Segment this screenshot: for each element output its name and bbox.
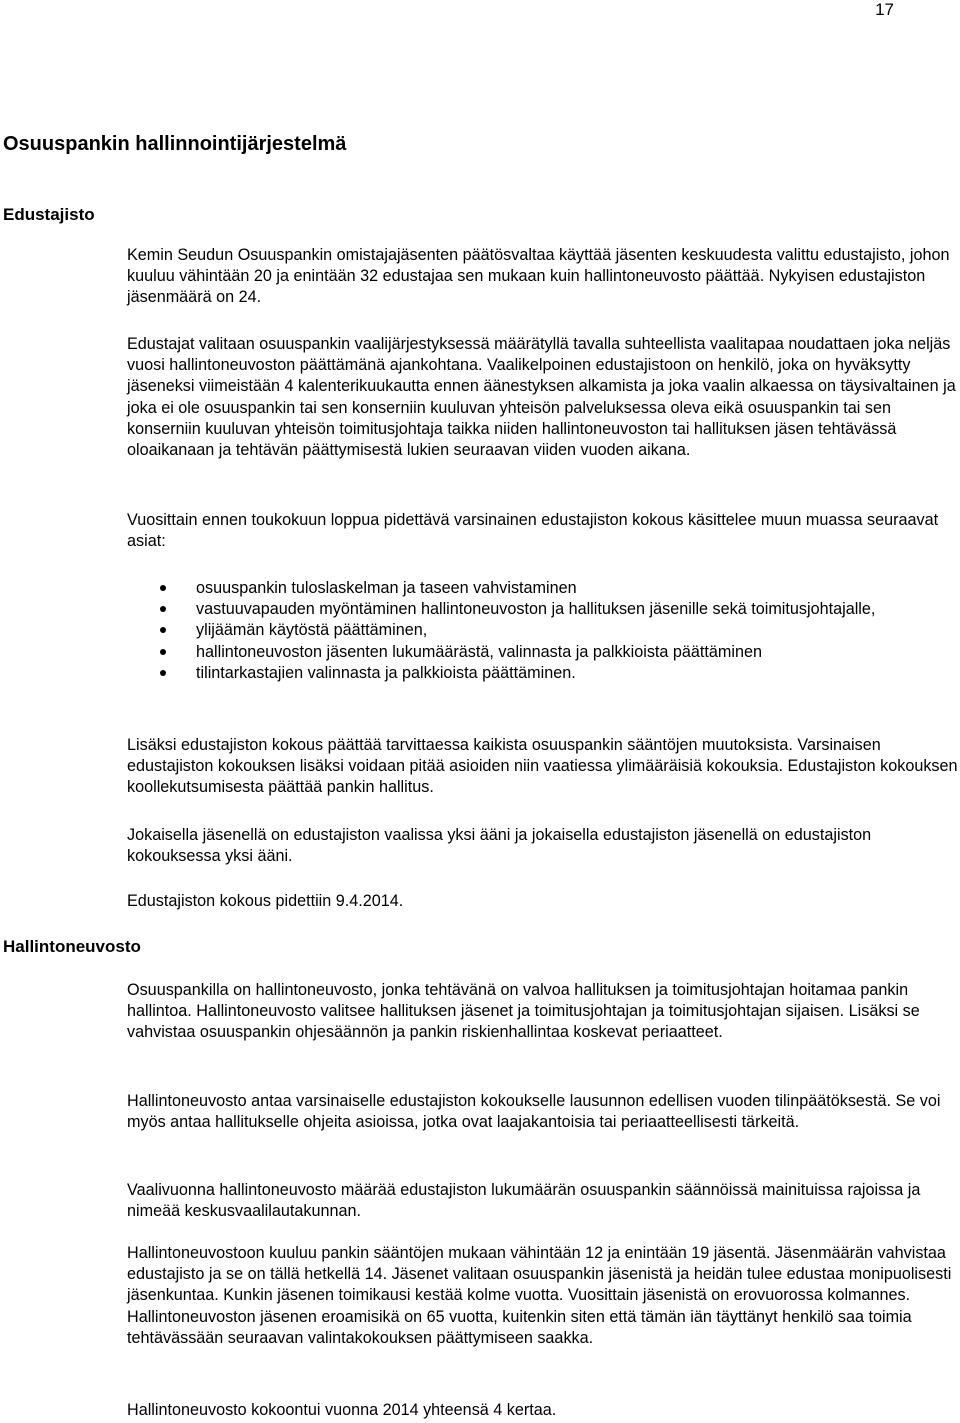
paragraph: Hallintoneuvosto kokoontui vuonna 2014 yhteensä 4 kertaa.	[127, 1401, 557, 1419]
bullet-icon	[160, 606, 166, 612]
paragraph: Hallintoneuvosto antaa varsinaiselle edustajiston kokoukselle lausunnon edellisen vuoden tilinpäätöksestä. Se voi myös antaa hallitukselle ohjeita asioissa, jotka ovat laajakantoisia tai periaatteellisesti tärkeitä.	[127, 1092, 941, 1132]
list-item-text: osuuspankin tuloslaskelman ja taseen vahvistaminen	[196, 579, 577, 597]
paragraph: Vaalivuonna hallintoneuvosto määrää edustajiston lukumäärän osuuspankin säännöissä mainituissa rajoissa ja nimeää keskusvaalilautakunnan.	[127, 1181, 921, 1221]
section-heading-edustajisto: Edustajisto	[3, 205, 95, 224]
paragraph: Edustajiston kokous pidettiin 9.4.2014.	[127, 892, 404, 910]
paragraph: Hallintoneuvostoon kuuluu pankin sääntöjen mukaan vähintään 12 ja enintään 19 jäsentä. Jäsenmäärän vahvistaa edustajisto ja se on tällä hetkellä 14. Jäsenet valitaan osuuspankin jäsenistä ja heidän tulee edustaa monipuolisesti jäsenkuntaa. Kunkin jäsenen toimikausi kestää kolme vuotta. Vuosittain jäsenistä on erovuorossa kolmannes. Hallintoneuvoston jäsenen eroamisikä on 65 vuotta, kuitenkin siten että tämän iän täyttänyt henkilö saa toimia tehtävässään seuraavan valintakokouksen päättymiseen saakka.	[127, 1244, 952, 1347]
list-item	[160, 663, 960, 684]
page-title: Osuuspankin hallinnointijärjestelmä	[3, 133, 347, 155]
paragraph: Jokaisella jäsenellä on edustajiston vaalissa yksi ääni ja jokaisella edustajiston jäsenellä on edustajiston kokouksessa yksi ääni.	[127, 826, 872, 866]
section-heading-hallintoneuvosto: Hallintoneuvosto	[3, 937, 141, 956]
list-item-text: vastuuvapauden myöntäminen hallintoneuvoston ja hallituksen jäsenille sekä toimitusjohtajalle,	[196, 600, 876, 619]
paragraph: Osuuspankilla on hallintoneuvosto, jonka tehtävänä on valvoa hallituksen ja toimitusjohtajan hoitamaa pankin hallintoa. Hallintoneuvosto valitsee hallituksen jäsenet ja toimitusjohtajan ja toimitusjohtajan sijaisen. Lisäksi se vahvistaa osuuspankin ohjesäännön ja pankin riskienhallintaa koskevat periaatteet.	[127, 981, 920, 1042]
list-item	[160, 620, 960, 641]
agenda-bullet-list	[160, 578, 960, 684]
list-item	[160, 642, 960, 663]
list-item-text: ylijäämän käytöstä päättäminen,	[196, 621, 428, 640]
bullet-icon	[160, 585, 166, 591]
list-item-text: tilintarkastajien valinnasta ja palkkioista päättäminen.	[196, 663, 576, 682]
list-item-text: hallintoneuvoston jäsenten lukumäärästä, valinnasta ja palkkioista päättäminen	[196, 642, 763, 661]
paragraph: Vuosittain ennen toukokuun loppua pidettävä varsinainen edustajiston kokous käsittelee muun muassa seuraavat asiat:	[127, 511, 939, 551]
bullet-icon	[160, 649, 166, 655]
paragraph: Kemin Seudun Osuuspankin omistajajäsenten päätösvaltaa käyttää jäsenten keskuudesta valittu edustajisto, johon kuuluu vähintään 20 ja enintään 32 edustajaa sen mukaan kuin hallintoneuvosto päättää. Nykyisen edustajiston jäsenmäärä on 24.	[127, 246, 950, 307]
paragraph: Lisäksi edustajiston kokous päättää tarvittaessa kaikista osuuspankin sääntöjen muutoksista. Varsinaisen edustajiston kokouksen lisäksi voidaan pitää asioiden niin vaatiessa ylimääräisiä kokouksia. Edustajiston kokouksen koollekutsumisesta päättää pankin hallitus.	[127, 736, 958, 797]
list-item	[160, 599, 960, 620]
list-item	[160, 578, 960, 599]
page-number: 17	[875, 0, 894, 19]
bullet-icon	[160, 670, 166, 676]
paragraph: Edustajat valitaan osuuspankin vaalijärjestyksessä määrätyllä tavalla suhteellista vaalitapaa noudattaen joka neljäs vuosi hallintoneuvoston päättämänä ajankohtana. Vaalikelpoinen edustajistoon on henkilö, joka on hyväksytty jäseneksi viimeistään 4 kalenterikuukautta ennen äänestyksen alkamista ja joka vaalin alkaessa on täysivaltainen ja joka ei ole osuuspankin tai sen konserniin kuuluvan yhteisön palveluksessa oleva eikä osuuspankin tai sen konserniin kuuluvan yhteisön toimitusjohtaja taikka niiden hallintoneuvoston tai hallituksen jäsen tehtävässä oloaikanaan ja tehtävän päättymisestä lukien seuraavan viiden vuoden aikana.	[127, 335, 956, 460]
bullet-icon	[160, 627, 166, 633]
